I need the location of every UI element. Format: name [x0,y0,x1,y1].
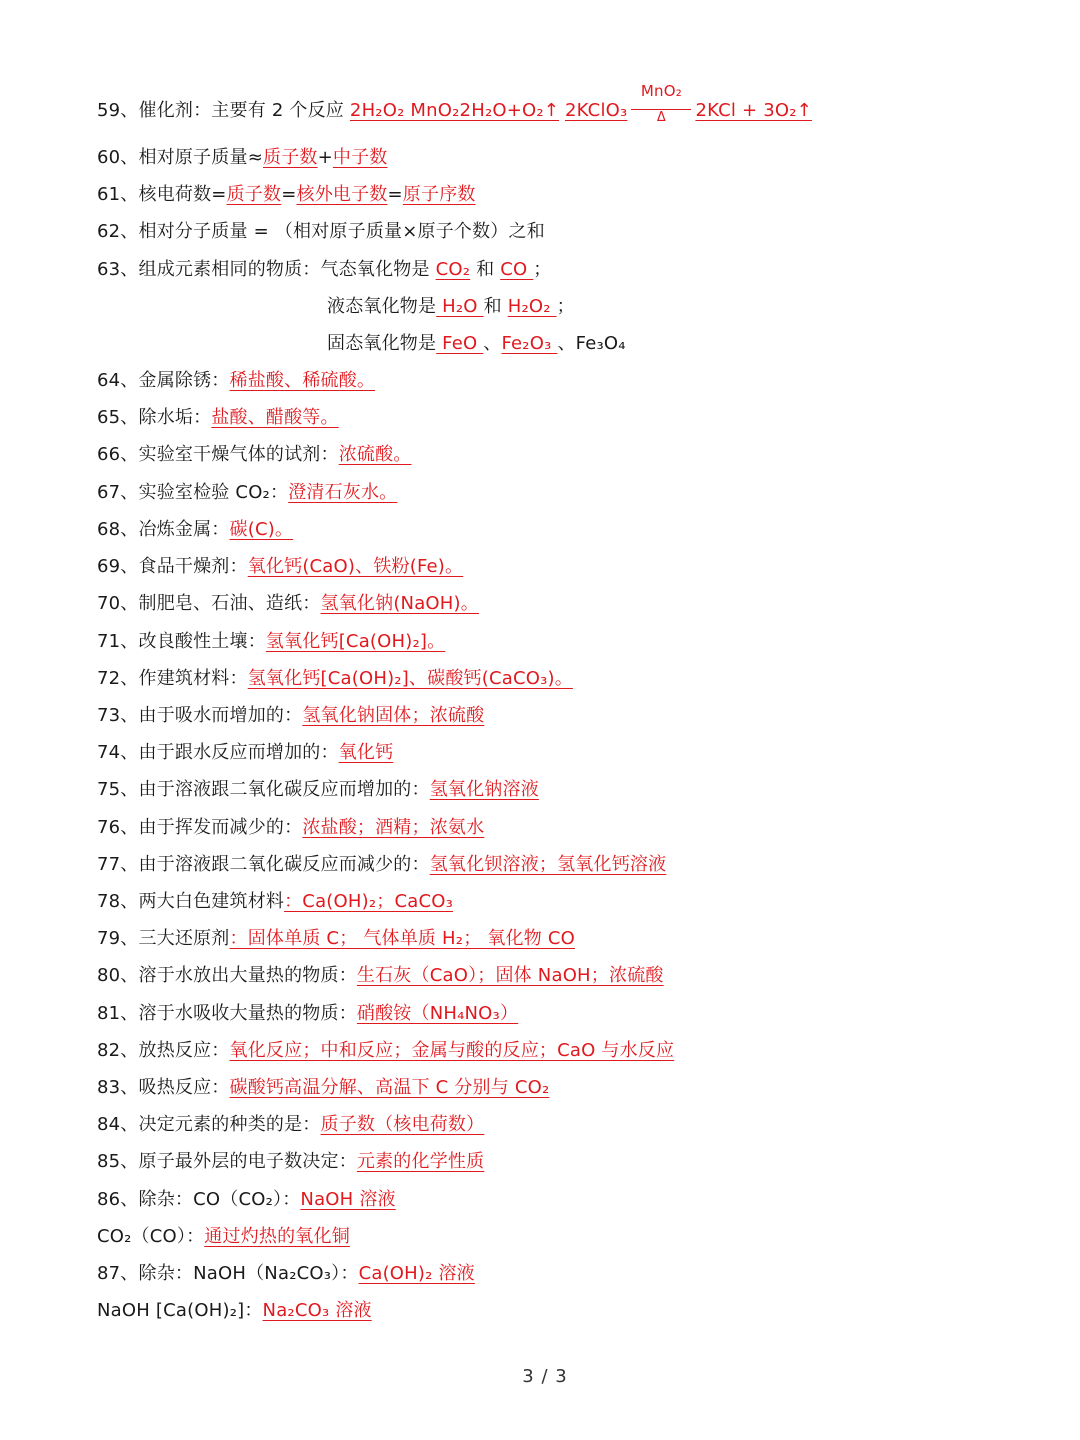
answer-text: Na₂CO₃ 溶液 [262,1300,372,1321]
answer-text: 氧化钙 [338,742,394,763]
prompt-text: 液态氧化物是 [327,296,437,317]
prompt-text: CO₂（CO）： [97,1226,205,1247]
prompt-text: ； [556,296,575,317]
prompt-text: 、Fe₃O₄ [557,333,626,354]
answer-text: 质子数（核电荷数） [320,1114,485,1135]
item-86a [97,1185,396,1215]
prompt-text: 71、改良酸性土壤： [97,631,266,652]
item-63a [97,255,552,285]
answer-text: 氢氧化钠(NaOH)。 [320,593,479,614]
answer-text: Ca(OH)₂ 溶液 [358,1263,475,1284]
answer-text: 浓硫酸。 [338,444,412,465]
prompt-text: 82、放热反应： [97,1040,230,1061]
prompt-text: 64、金属除锈： [97,370,230,391]
answer-text: 澄清石灰水。 [288,482,398,503]
answer-text: 元素的化学性质 [356,1151,485,1172]
item-71 [97,627,445,657]
answer-text: Fe₂O₃ [501,333,558,354]
answer-text: ：Ca(OH)₂；CaCO₃ [284,891,454,912]
answer-text: 2KClO₃ [565,100,628,121]
prompt-text: ； [533,259,552,280]
prompt-text: 62、相对分子质量 = （相对原子质量×原子个数）之和 [97,221,545,242]
prompt-text: 59、催化剂：主要有 2 个反应 [97,100,350,121]
item-65 [97,403,339,433]
prompt-text: NaOH [Ca(OH)₂]： [97,1300,263,1321]
item-69 [97,552,463,582]
item-86b [97,1222,350,1252]
item-79 [97,924,575,954]
answer-text: 2H₂O₂ MnO₂2H₂O+O₂↑ [349,100,560,121]
prompt-text: 79、三大还原剂 [97,928,230,949]
prompt-text: 74、由于跟水反应而增加的： [97,742,339,763]
item-78 [97,887,453,917]
prompt-text: 和 [470,259,501,280]
item-85 [97,1147,484,1177]
answer-text: 生石灰（CaO）；固体 NaOH；浓硫酸 [356,965,664,986]
item-60 [97,143,388,173]
item-64 [97,366,375,396]
prompt-text: 67、实验室检验 CO₂： [97,482,289,503]
prompt-text: 80、溶于水放出大量热的物质： [97,965,357,986]
item-72 [97,664,573,694]
prompt-text: 66、实验室干燥气体的试剂： [97,444,339,465]
answer-text: 中子数 [332,147,388,168]
item-80 [97,961,664,991]
prompt-text: 69、食品干燥剂： [97,556,248,577]
item-63b [327,292,575,322]
answer-text: 硝酸铵（NH₄NO₃） [356,1003,519,1024]
answer-text: FeO [436,333,484,354]
answer-text: 盐酸、醋酸等。 [211,407,339,428]
answer-text: CO [500,259,534,280]
item-68 [97,515,293,545]
prompt-text: = [387,184,403,205]
answer-text: H₂O₂ [507,296,557,317]
item-81 [97,999,518,1029]
item-75 [97,775,539,805]
heat-symbol: Δ [656,110,666,125]
prompt-text: 68、冶炼金属： [97,519,230,540]
prompt-text: 、 [483,333,502,354]
answer-text: 氢氧化钡溶液；氢氧化钙溶液 [429,854,667,875]
prompt-text: 84、决定元素的种类的是： [97,1114,321,1135]
item-74 [97,738,393,768]
prompt-text: 72、作建筑材料： [97,668,248,689]
item-73 [97,701,484,731]
item-84 [97,1110,484,1140]
prompt-text: 76、由于挥发而减少的： [97,817,303,838]
catalyst-condition [631,82,691,126]
item-63c [327,329,626,359]
answer-text: 浓盐酸；酒精；浓氨水 [302,817,485,838]
answer-text: 氢氧化钠固体；浓硫酸 [302,705,485,726]
answer-text: 2KCl + 3O₂↑ [695,100,812,121]
answer-text: H₂O [436,296,484,317]
answer-text: 氧化钙(CaO)、铁粉(Fe)。 [247,556,464,577]
prompt-text: 81、溶于水吸收大量热的物质： [97,1003,357,1024]
item-76 [97,813,484,843]
answer-text: 碳(C)。 [229,519,294,540]
prompt-text: 85、原子最外层的电子数决定： [97,1151,357,1172]
answer-text: 质子数 [263,147,318,168]
answer-text: 质子数 [226,184,282,205]
item-67 [97,478,397,508]
prompt-text: 60、相对原子质量≈ [97,147,263,168]
item-83 [97,1073,549,1103]
item-87a [97,1259,475,1289]
prompt-text: 61、核电荷数= [97,184,227,205]
item-59 [97,82,812,126]
item-62 [97,217,545,247]
catalyst-label: MnO₂ [640,82,682,100]
prompt-text: 固态氧化物是 [327,333,437,354]
prompt-text: = [281,184,297,205]
answer-text: 氢氧化钙[Ca(OH)₂]、碳酸钙(CaCO₃)。 [247,668,573,689]
item-87b [97,1296,372,1326]
prompt-text: 78、两大白色建筑材料 [97,891,285,912]
answer-text: NaOH 溶液 [300,1189,396,1210]
item-61 [97,180,476,210]
answer-text: 原子序数 [402,184,476,205]
prompt-text: + [317,147,333,168]
item-77 [97,850,666,880]
answer-text: 氢氧化钠溶液 [429,779,539,800]
answer-text: 氧化反应；中和反应；金属与酸的反应；CaO 与水反应 [229,1040,675,1061]
item-82 [97,1036,674,1066]
page-number: 3 / 3 [522,1366,568,1387]
answer-text: 碳酸钙高温分解、高温下 C 分别与 CO₂ [229,1077,550,1098]
answer-text: ：固体单质 C； 气体单质 H₂； 氧化物 CO [229,928,575,949]
answer-text: 稀盐酸、稀硫酸。 [229,370,376,391]
prompt-text: 和 [483,296,508,317]
item-66 [97,440,412,470]
answer-text: 通过灼热的氧化铜 [204,1226,350,1247]
prompt-text: 86、除杂：CO（CO₂）： [97,1189,301,1210]
prompt-text: 73、由于吸水而增加的： [97,705,303,726]
prompt-text: 65、除水垢： [97,407,212,428]
prompt-text: 70、制肥皂、石油、造纸： [97,593,321,614]
prompt-text: 83、吸热反应： [97,1077,230,1098]
prompt-text: 63、组成元素相同的物质：气态氧化物是 [97,259,436,280]
prompt-text: 75、由于溶液跟二氧化碳反应而增加的： [97,779,430,800]
prompt-text: 87、除杂：NaOH（Na₂CO₃）： [97,1263,359,1284]
answer-text: 氢氧化钙[Ca(OH)₂]。 [265,631,446,652]
answer-text: CO₂ [435,259,471,280]
answer-text: 核外电子数 [296,184,388,205]
prompt-text: 77、由于溶液跟二氧化碳反应而减少的： [97,854,430,875]
item-70 [97,589,479,619]
